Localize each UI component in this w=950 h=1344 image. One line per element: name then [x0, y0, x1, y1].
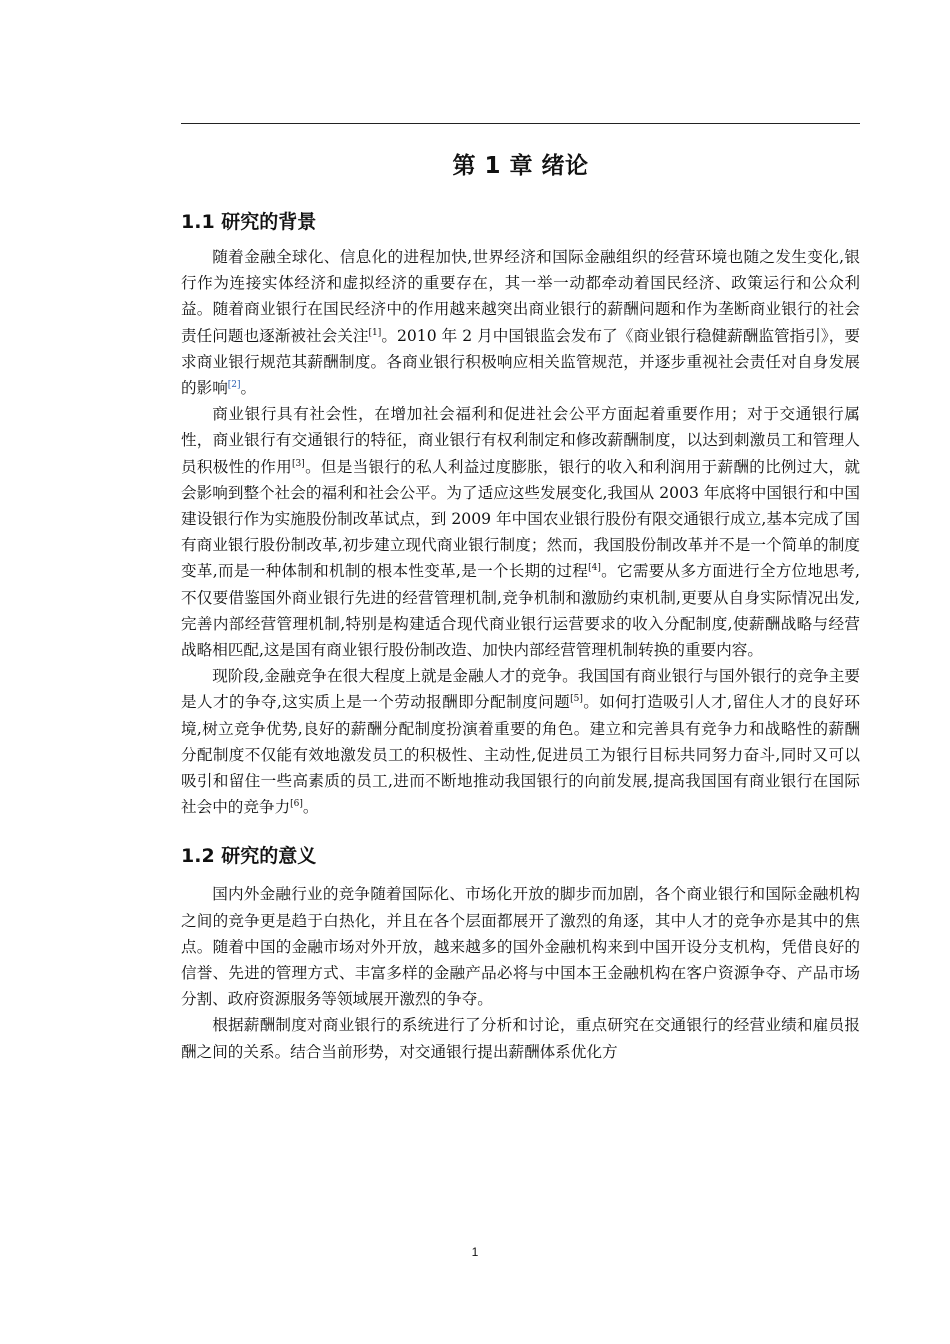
section-title-1-1: 1.1 研究的背景 — [181, 211, 317, 233]
header-rule — [181, 123, 860, 124]
paragraph-background-2 — [181, 401, 860, 663]
section-title-1-2: 1.2 研究的意义 — [181, 845, 317, 868]
citation-6[interactable]: [6] — [290, 799, 303, 810]
paragraph-text: 。它需要从多方面进行全方位地思考,不仅要借鉴国外商业银行先进的经营管理机制,竞争机制和激励约束机制,更要从自身实际情况出发,完善内部经营管理机制,特别是构建适合现代商业银行运营要求的收入分配制度,使薪酬战略与经营战略相匹配,这是国有商业银行股份制改造、加快内部经营管理机制转换的重要内容。 — [181, 562, 860, 660]
paragraph-significance-1: 国内外金融行业的竞争随着国际化、市场化开放的脚步而加剧，各个商业银行和国际金融机构之间的竞争更是趋于白热化，并且在各个层面都展开了激烈的角逐，其中人才的竞争亦是其中的焦点。随着中国的金融市场对外开放，越来越多的国外金融机构来到中国开设分支机构，凭借良好的信誉、先进的管理方式、丰富多样的金融产品必将与中国本王金融机构在客户资源争夺、产品市场分割、政府资源服务等领域展开激烈的争夺。 — [181, 885, 860, 1009]
citation-3[interactable]: [3] — [292, 458, 305, 469]
paragraph-text: 。2010 年 2 月中国银监会发布了《商业银行稳健薪酬监管指引》，要求商业银行规范其薪酬制度。各商业银行积极响应相关监管规范，并逐步重视社会责任对自身发展的影响 — [181, 326, 860, 398]
paragraph-background-1 — [181, 244, 860, 401]
paragraph-text: 。 — [302, 798, 319, 817]
paragraph-text: 现阶段,金融竞争在很大程度上就是金融人才的竞争。我国国有商业银行与国外银行的竞争主要是人才的争夺,这实质上是一个劳动报酬即分配制度问题 — [181, 667, 860, 712]
paragraph-background-3 — [181, 663, 860, 820]
paragraph-significance-2: 根据薪酬制度对商业银行的系统进行了分析和讨论，重点研究在交通银行的经营业绩和雇员报酬之间的关系。结合当前形势，对交通银行提出薪酬体系优化方 — [181, 1016, 860, 1061]
citation-4[interactable]: [4] — [588, 563, 601, 574]
citation-1[interactable]: [1] — [368, 327, 382, 338]
citation-2[interactable]: [2] — [227, 379, 241, 390]
chapter-title: 第 1 章 绪论 — [452, 153, 589, 179]
page-number: 1 — [471, 1245, 479, 1259]
paragraph-text: 。但是当银行的私人利益过度膨胀，银行的收入和利润用于薪酬的比例过大，就会影响到整个社会的福利和社会公平。为了适应这些发展变化,我国从 2003 年底将中国银行和中国建设银行作为实施股份制改革试点，到 2009 年中国农业银行股份有限交通银行成立,基本完成了国有商业银行股份制改革,初步建立现代商业银行制度；然而，我国股份制改革并不是一个简单的制度变革,而是一种体制和机制的根本性变革,是一个长期的过程 — [181, 457, 860, 581]
page-content — [181, 128, 860, 1065]
paragraph-text: 商业银行具有社会性，在增加社会福利和促进社会公平方面起着重要作用；对于交通银行属性，商业银行有交通银行的特征，商业银行有权利制定和修改薪酬制度，以达到刺激员工和管理人员积极性的作用 — [181, 405, 860, 476]
paragraph-text: 随着金融全球化、信息化的进程加快,世界经济和国际金融组织的经营环境也随之发生变化,银行作为连接实体经济和虚拟经济的重要存在，其一举一动都牵动着国民经济、政策运行和公众利益。随着商业银行在国民经济中的作用越来越突出商业银行的薪酬问题和作为垄断商业银行的社会责任问题也逐渐被社会关注 — [181, 248, 860, 345]
paragraph-text: 。 — [240, 379, 257, 398]
citation-5[interactable]: [5] — [570, 694, 583, 705]
paragraph-text: 。如何打造吸引人才,留住人才的良好环境,树立竞争优势,良好的薪酬分配制度扮演着重要的角色。建立和完善具有竞争力和战略性的薪酬分配制度不仅能有效地激发员工的积极性、主动性,促进员工为银行目标共同努力奋斗,同时又可以吸引和留住一些高素质的员工,进而不断地推动我国银行的向前发展,提高我国国有商业银行在国际社会中的竞争力 — [181, 693, 860, 817]
